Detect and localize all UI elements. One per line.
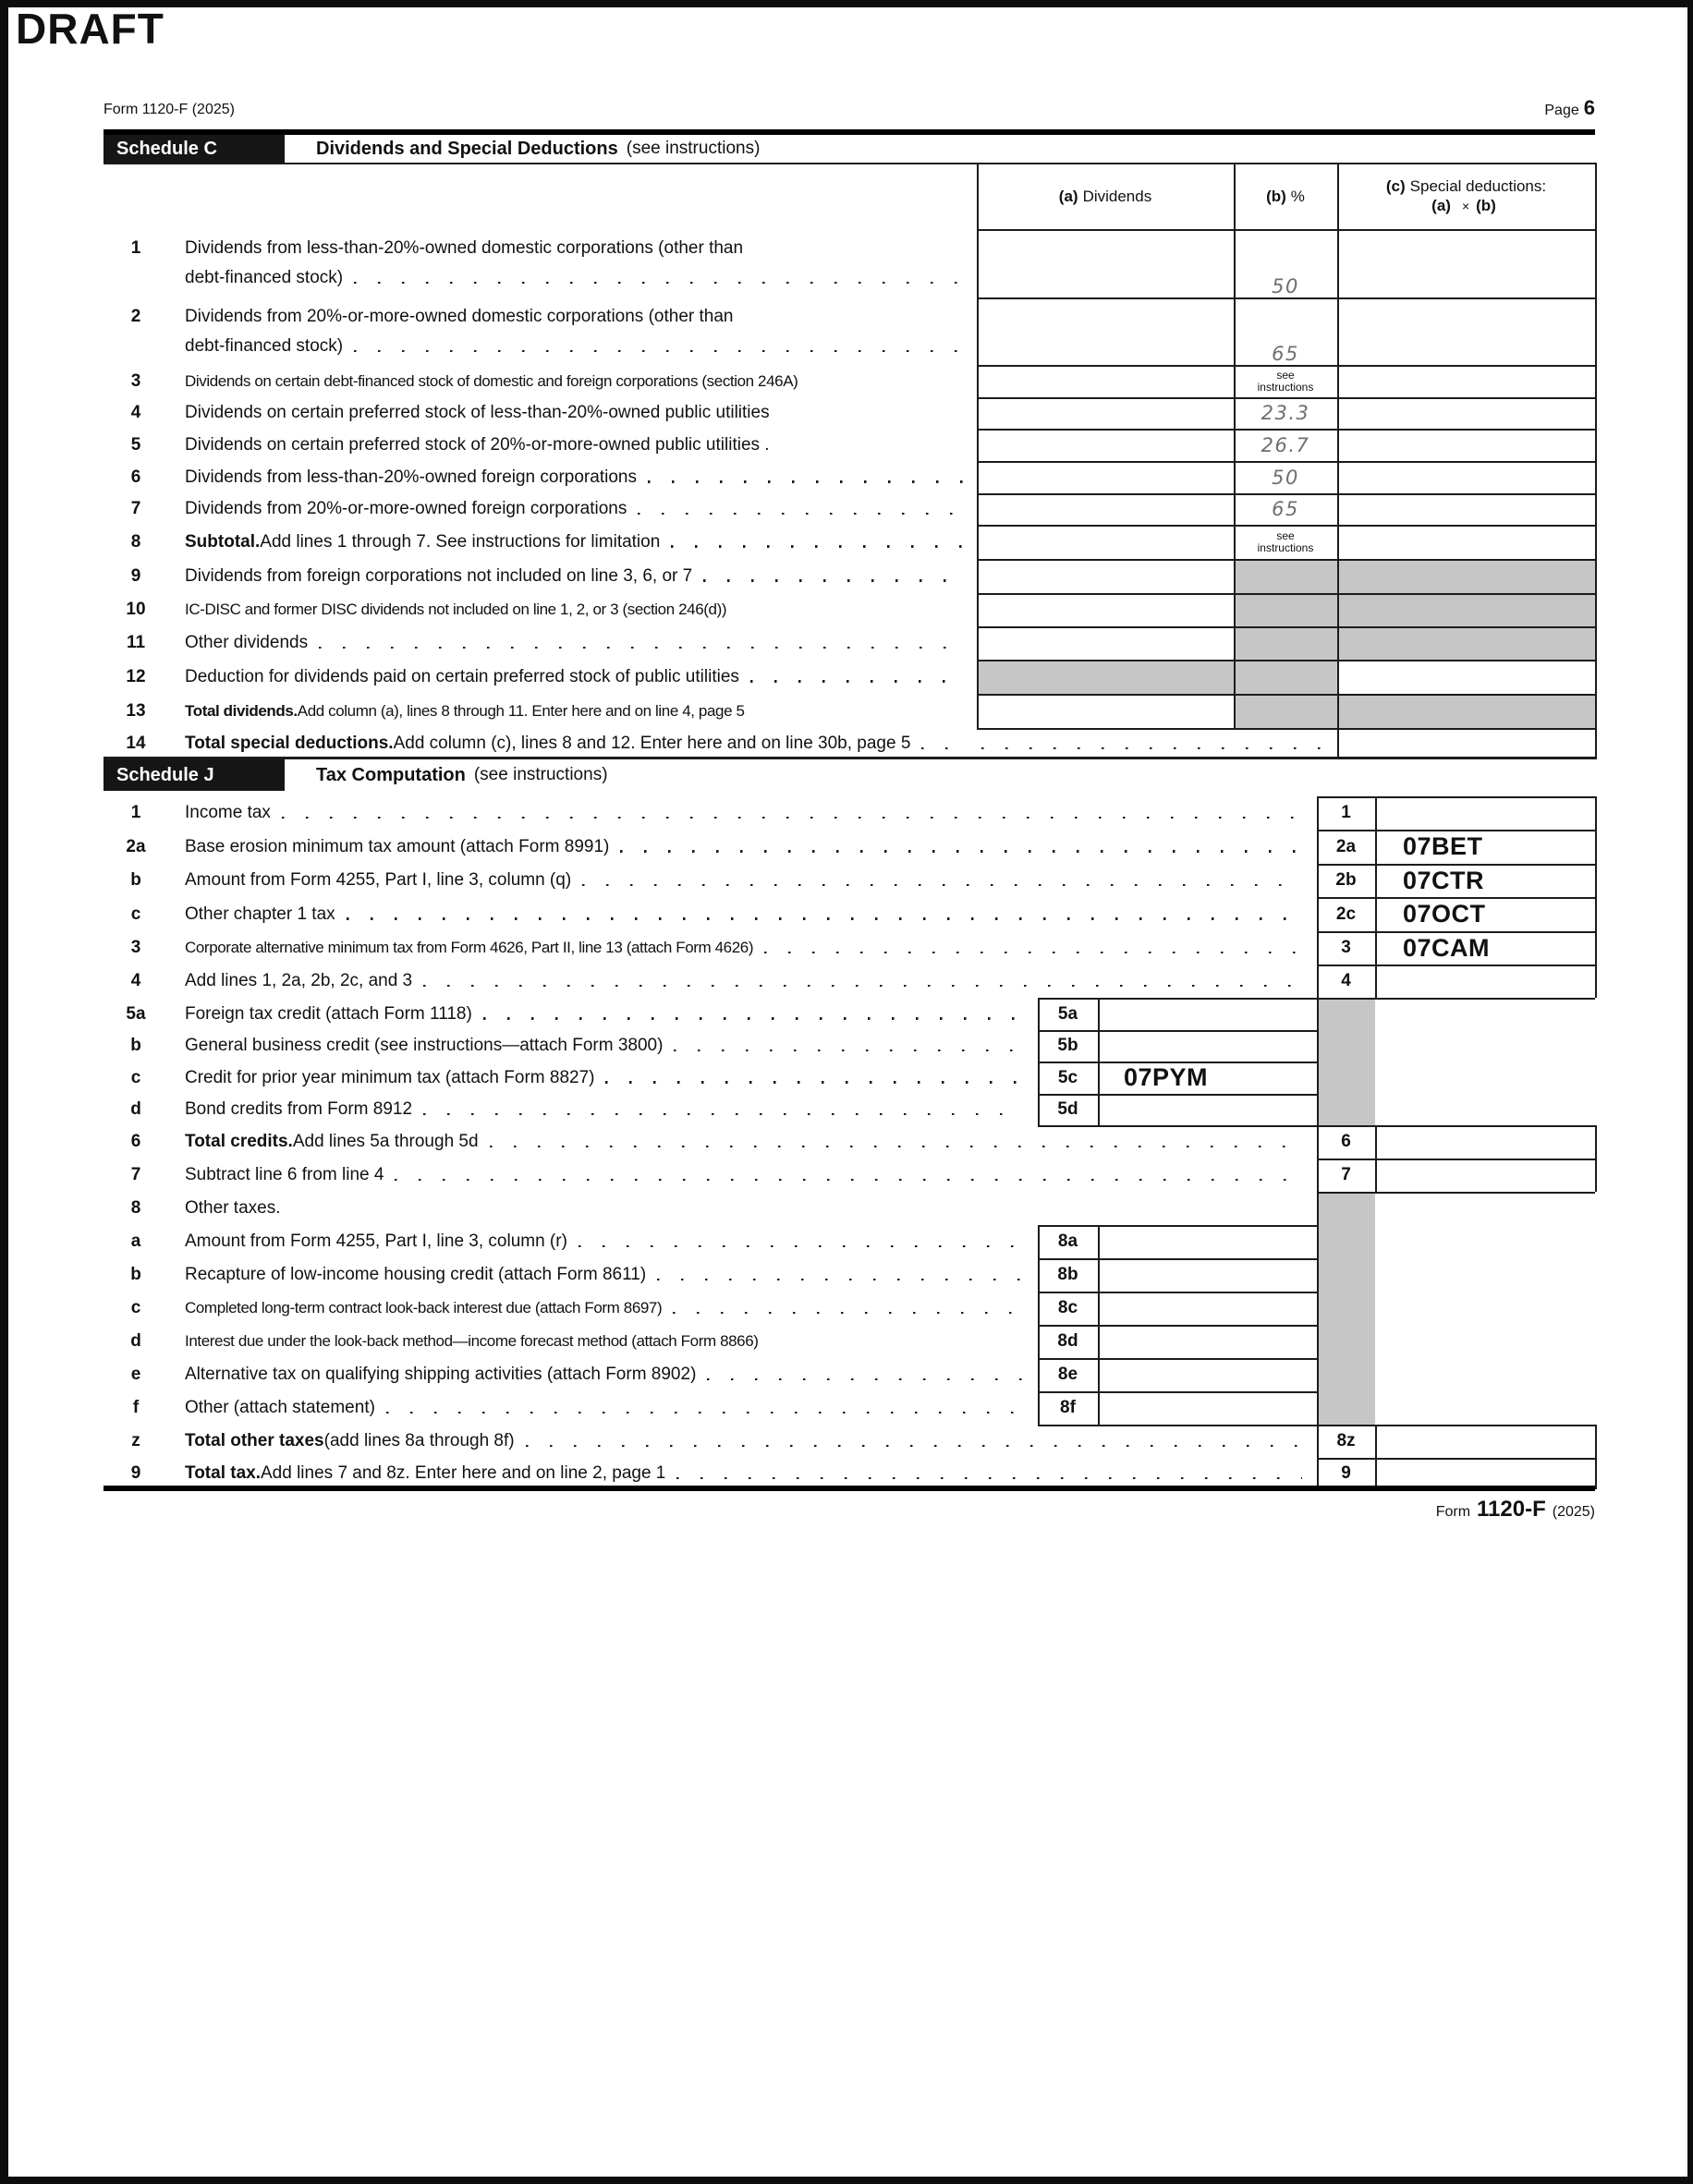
col-c-formula-b: (b) (1476, 196, 1496, 214)
schedule-j-bar-label: Schedule J (116, 764, 214, 785)
sj-line-8z-box-number: 8z (1336, 1431, 1356, 1450)
sj-line-8b-amount-entry[interactable] (1098, 1258, 1343, 1292)
sj-line-6-label (185, 1125, 1308, 1159)
sc-line-4-col-c-entry[interactable] (1337, 397, 1595, 429)
sc-line-5-col-c-entry[interactable] (1337, 429, 1595, 461)
sc-line-5-col-a-entry[interactable] (977, 429, 1234, 461)
sc-line-1-label (185, 234, 970, 263)
page-number (1294, 96, 1595, 120)
sc-line-4-label (185, 397, 970, 429)
dot-leader (673, 1312, 1023, 1315)
sj-line-6-number: 6 (130, 1132, 141, 1151)
sc-line-1-label-line1: Dividends from less-than-20%-owned domestic corporations (other than (185, 238, 744, 258)
sj-line-8e-number: e (130, 1365, 141, 1384)
sj-line-8b-label-text: Recapture of low-income housing credit (attach Form 8611) (185, 1265, 647, 1284)
dot-leader (676, 1477, 1302, 1480)
sc-line-12-label (185, 660, 970, 694)
sj-line-9-amount-entry[interactable] (1375, 1458, 1623, 1489)
sj-line-5a-amount-entry[interactable] (1098, 998, 1343, 1030)
sj-line-9-box-number: 9 (1341, 1463, 1351, 1483)
sc-line-8-label-text: Add lines 1 through 7. See instructions for limitation (260, 531, 661, 552)
sj-line-4-label-text: Add lines 1, 2a, 2b, 2c, and 3 (185, 971, 413, 990)
sj-line-2c-amount-entry[interactable] (1375, 897, 1623, 931)
footer-form-year: (2025) (1552, 1504, 1595, 1520)
sc-line-9-col-a-entry[interactable] (977, 559, 1234, 593)
sj-line-1-number: 1 (130, 803, 141, 822)
dot-leader (648, 480, 965, 483)
schedule-c-bar-label: Schedule C (116, 138, 217, 159)
sj-line-2b-amount-code: 07CTR (1403, 866, 1485, 894)
sc-line-14-label-text: Add column (c), lines 8 and 12. Enter here and on line 30b, page 5 (393, 734, 911, 753)
sj-line-7-label (185, 1159, 1308, 1192)
sj-line-8z-label-text: (add lines 8a through 8f) (323, 1431, 515, 1450)
dot-leader (423, 985, 1302, 988)
sc-line-8-col-a-entry[interactable] (977, 525, 1234, 559)
sc-line-5-percent (1234, 429, 1337, 461)
page-border-right (1687, 0, 1693, 2184)
sc-line-11-label-text: Other dividends (185, 633, 309, 652)
dot-leader (490, 1146, 1302, 1148)
sj-line-8f-amount-entry[interactable] (1098, 1391, 1343, 1425)
schedule-c-subtitle: (see instructions) (626, 139, 761, 158)
sj-line-5b-number: b (130, 1036, 141, 1055)
sc-line-10-number: 10 (126, 600, 146, 619)
sc-line-6-number: 6 (130, 467, 141, 487)
sc-line-9-number: 9 (130, 565, 141, 586)
sc-line-2-col-a-entry[interactable] (977, 297, 1234, 365)
sc-line-11-number: 11 (126, 633, 146, 652)
sc-line-7-col-c-entry[interactable] (1337, 493, 1595, 525)
sj-line-8e-label-text: Alternative tax on qualifying shipping activities (attach Form 8902) (185, 1365, 697, 1384)
col-c-label: Special deductions: (1409, 176, 1547, 195)
sj-line-1-label-text: Income tax (185, 803, 271, 822)
sc-line-3-label (185, 365, 970, 397)
sj-line-2a-label (185, 830, 1308, 864)
sc-line-2-number: 2 (130, 307, 141, 326)
dot-leader (921, 747, 965, 750)
sj-line-8f-box-number: 8f (1060, 1398, 1076, 1417)
sj-line-9-number: 9 (130, 1463, 141, 1483)
col-c-formula-a: (a) (1431, 196, 1451, 214)
sj-line-2c-label (185, 897, 1308, 931)
sj-line-4-box-number: 4 (1341, 971, 1351, 990)
col-a-label: Dividends (1082, 187, 1152, 205)
sj-line-8c-amount-entry[interactable] (1098, 1292, 1343, 1325)
sj-line-5a-number: 5a (126, 1003, 146, 1024)
dot-leader (423, 1113, 1023, 1116)
dot-leader (354, 350, 965, 353)
dot-leader (674, 1050, 1023, 1052)
sc-line-10-label (185, 593, 970, 626)
dot-leader (638, 513, 965, 516)
sj-line-8d-label (185, 1325, 1029, 1358)
sc-line-11-col-a-entry[interactable] (977, 626, 1234, 660)
sj-line-6-box-number: 6 (1341, 1132, 1351, 1151)
sc-line-4-percent-value: 23.3 (1261, 402, 1310, 424)
sj-line-2b-label (185, 864, 1308, 897)
sj-line-2b-box-number: 2b (1335, 870, 1357, 890)
sj-line-7-number: 7 (130, 1165, 141, 1184)
sj-line-3-amount-entry[interactable] (1375, 931, 1623, 965)
sj-line-8b-number: b (130, 1265, 141, 1284)
sc-line-1-col-a-entry[interactable] (977, 229, 1234, 297)
sj-line-8z-amount-entry[interactable] (1375, 1425, 1623, 1458)
sc-line-3-percent (1234, 365, 1337, 397)
sc-line-10-col-a-entry[interactable] (977, 593, 1234, 626)
form-id-header: Form 1120-F (2025) (104, 102, 235, 117)
sj-line-5a-label-text: Foreign tax credit (attach Form 1118) (185, 1003, 472, 1024)
sj-line-8a-amount-entry[interactable] (1098, 1225, 1343, 1258)
sc-line-1-label-line2: debt-financed stock) (185, 268, 344, 287)
dot-leader (347, 917, 1302, 920)
sc-line-8-col-c-entry[interactable] (1337, 525, 1595, 559)
sj-line-4-label (185, 965, 1308, 998)
sj-line-2c-number: c (130, 904, 141, 924)
sj-line-6-label-text: Add lines 5a through 5d (292, 1132, 479, 1151)
dot-leader (526, 1445, 1302, 1448)
sj-line-8e-label (185, 1358, 1029, 1391)
sc-line-5-label (185, 429, 970, 461)
sj-line-8c-label-text: Completed long-term contract look-back interest due (attach Form 8697) (185, 1299, 663, 1316)
sj-line-8-label-text: Other taxes. (185, 1198, 281, 1218)
sj-line-5d-label-text: Bond credits from Form 8912 (185, 1099, 413, 1119)
sj-line-8b-box-number: 8b (1057, 1265, 1078, 1284)
sj-line-7-label-text: Subtract line 6 from line 4 (185, 1165, 384, 1184)
sj-line-2a-amount-entry[interactable] (1375, 830, 1623, 864)
sc-line-14-leader-ext (970, 728, 1328, 759)
col-a-tag: (a) (1058, 187, 1078, 205)
sc-line-13-label-bold: Total dividends. (185, 701, 298, 720)
sj-line-5b-box-number: 5b (1057, 1036, 1078, 1055)
sj-line-5c-number: c (130, 1067, 141, 1087)
sj-line-5d-label (185, 1094, 1029, 1125)
sj-line-2b-number: b (130, 870, 141, 890)
draft-watermark: DRAFT (16, 5, 164, 53)
sc-line-6-col-c-entry[interactable] (1337, 461, 1595, 493)
dot-leader (703, 579, 965, 582)
dot-leader (620, 850, 1302, 853)
dot-leader (579, 1245, 1023, 1248)
sc-line-7-percent-value: 65 (1272, 498, 1299, 520)
sc-line-7-percent (1234, 493, 1337, 525)
sj-line-8f-label-text: Other (attach statement) (185, 1398, 375, 1417)
sj-line-9-label-bold: Total tax. (185, 1463, 261, 1483)
sj-line-6-label-bold: Total credits. (185, 1132, 293, 1151)
sj-line-4-amount-entry[interactable] (1375, 965, 1623, 998)
sc-line-2-label (185, 302, 970, 332)
sj-line-8-label (185, 1192, 1308, 1225)
sc-line-8-label-bold: Subtotal. (185, 531, 261, 552)
dot-leader (657, 1279, 1023, 1281)
sj-line-8c-label (185, 1292, 1029, 1325)
sc-line-14-label (185, 728, 970, 759)
dot-leader (282, 817, 1302, 819)
sj-line-8z-label-bold: Total other taxes (185, 1431, 324, 1450)
sj-line-5d-amount-entry[interactable] (1098, 1094, 1343, 1125)
sc-line-1-percent (1234, 229, 1337, 305)
sj-line-9-label-text: Add lines 7 and 8z. Enter here and on line 2, page 1 (261, 1463, 666, 1483)
sc-line-4-col-a-entry[interactable] (977, 397, 1234, 429)
footer-form-number: 1120-F (1477, 1497, 1546, 1522)
sj-line-8d-label-text: Interest due under the look-back method—income forecast method (attach Form 8866) (185, 1332, 759, 1350)
schedule-j-title (303, 759, 1320, 791)
sc-line-12-label-text: Deduction for dividends paid on certain preferred stock of public utilities (185, 666, 739, 686)
schedule-j-title-text: Tax Computation (316, 764, 466, 785)
sc-line-9-label-text: Dividends from foreign corporations not included on line 3, 6, or 7 (185, 565, 693, 586)
sc-line-6-percent (1234, 461, 1337, 493)
sc-line-1-percent-value: 50 (1272, 275, 1299, 297)
sj-line-4-number: 4 (130, 971, 141, 990)
sj-line-3-box-number: 3 (1341, 938, 1351, 957)
schedule-c-bar (104, 135, 285, 163)
sc-line-3-label-text: Dividends on certain debt-financed stock of domestic and foreign corporations (section 246A) (185, 371, 798, 390)
sc-line-2-label-line1: Dividends from 20%-or-more-owned domestic corporations (other than (185, 307, 734, 326)
col-header-c (1337, 163, 1595, 229)
sc-line-1-number: 1 (130, 238, 141, 258)
sc-line-5-label-text: Dividends on certain preferred stock of 20%-or-more-owned public utilities . (185, 434, 770, 455)
sj-line-5c-box-number: 5c (1057, 1067, 1078, 1087)
footer-form-id (1017, 1497, 1595, 1523)
sc-line-13-label (185, 694, 970, 728)
sj-line-6-amount-entry[interactable] (1375, 1125, 1623, 1159)
schedule-c-title (303, 135, 1320, 163)
sj-line-9-label (185, 1458, 1308, 1489)
dot-leader (582, 884, 1302, 887)
sj-line-5c-amount-code: 07PYM (1124, 1063, 1209, 1091)
sc-line-4-number: 4 (130, 403, 141, 422)
sj-line-8b-label (185, 1258, 1029, 1292)
sj-line-8f-label (185, 1391, 1029, 1425)
dot-leader (764, 952, 1302, 954)
sj-line-5a-box-number: 5a (1057, 1003, 1078, 1024)
sj-line-1-label (185, 796, 1308, 830)
sj-line-8z-label (185, 1425, 1308, 1458)
sj-line-5d-number: d (130, 1099, 141, 1119)
sc-line-8-percent (1234, 525, 1337, 559)
page-number-value: 6 (1583, 96, 1595, 119)
dot-leader (386, 1412, 1023, 1414)
sc-line-14-label-bold: Total special deductions. (185, 734, 394, 753)
sj-line-5b-label-text: General business credit (see instructions—attach Form 3800) (185, 1036, 664, 1055)
dot-leader (750, 680, 965, 683)
dot-leader (354, 282, 965, 285)
sj-line-5c-label (185, 1062, 1029, 1094)
sj-line-8e-box-number: 8e (1057, 1365, 1078, 1384)
dot-leader (605, 1081, 1023, 1084)
sj-line-3-label-text: Corporate alternative minimum tax from Form 4626, Part II, line 13 (attach Form 4626) (185, 939, 754, 956)
col-c-tag: (c) (1385, 176, 1406, 195)
sj-line-5b-amount-entry[interactable] (1098, 1030, 1343, 1062)
sc-line-14-number: 14 (126, 734, 146, 753)
sj-line-8d-number: d (130, 1331, 141, 1351)
sj-line-7-box-number: 7 (1341, 1165, 1351, 1184)
sj-line-8-number: 8 (130, 1198, 141, 1218)
sj-line-2b-amount-entry[interactable] (1375, 864, 1623, 897)
sj-line-2c-amount-code: 07OCT (1403, 900, 1486, 928)
sc-line-7-label-text: Dividends from 20%-or-more-owned foreign corporations (185, 499, 627, 518)
sc-line-8-number: 8 (130, 531, 141, 552)
sc-line-7-col-a-entry[interactable] (977, 493, 1234, 525)
sj-line-5c-label-text: Credit for prior year minimum tax (attach Form 8827) (185, 1067, 595, 1087)
sc-line-3-col-a-entry[interactable] (977, 365, 1234, 397)
sc-line-14-col-c-entry[interactable] (1337, 728, 1595, 759)
sj-line-3-amount-code: 07CAM (1403, 933, 1491, 962)
schedule-c-title-text: Dividends and Special Deductions (316, 138, 618, 159)
sc-line-3-percent-value: see instructions (1257, 368, 1314, 394)
sj-line-2a-number: 2a (126, 836, 146, 856)
col-b-tag: (b) (1266, 187, 1286, 205)
sj-line-3-number: 3 (130, 938, 141, 957)
dot-leader (981, 747, 1322, 750)
sj-line-8a-label-text: Amount from Form 4255, Part I, line 3, column (r) (185, 1232, 567, 1251)
sc-line-11-label (185, 626, 970, 660)
sc-line-2-percent (1234, 297, 1337, 372)
sj-line-1-box-number: 1 (1341, 803, 1351, 822)
sc-line-12-col-c-entry[interactable] (1337, 660, 1595, 694)
page-border-left (0, 0, 8, 2184)
sc-line-2-col-c-entry[interactable] (1337, 297, 1595, 365)
sj-line-8d-box-number: 8d (1057, 1331, 1078, 1351)
sj-line-5c-amount-entry[interactable] (1098, 1062, 1343, 1094)
sc-line-3-number: 3 (130, 370, 141, 391)
sj-line-5d-box-number: 5d (1057, 1099, 1078, 1119)
sc-line-2-label-line2: debt-financed stock) (185, 336, 344, 356)
sc-line-10-label-text: IC-DISC and former DISC dividends not included on line 1, 2, or 3 (section 246(d)) (185, 601, 727, 618)
sj-line-2a-amount-code: 07BET (1403, 832, 1483, 860)
sc-line-6-label (185, 461, 970, 493)
sj-line-8a-number: a (130, 1232, 141, 1251)
sc-line-6-percent-value: 50 (1272, 466, 1299, 489)
page-border-top (0, 0, 1693, 7)
sj-line-2a-box-number: 2a (1335, 836, 1357, 856)
sc-line-5-percent-value: 26.7 (1261, 433, 1310, 456)
dot-leader (395, 1179, 1302, 1182)
dot-leader (707, 1378, 1023, 1381)
sj-line-8c-number: c (130, 1298, 141, 1317)
sj-line-8e-amount-entry[interactable] (1098, 1358, 1343, 1391)
sc-line-13-number: 13 (126, 700, 146, 721)
sc-line-12-number: 12 (126, 666, 146, 686)
sc-line-5-number: 5 (130, 434, 141, 455)
sc-line-8-label (185, 525, 970, 559)
sc-line-13-label-text: Add column (a), lines 8 through 11. Enter here and on line 4, page 5 (297, 701, 745, 720)
sc-line-9-label (185, 559, 970, 593)
sj-line-8f-number: f (132, 1398, 140, 1417)
sc-line-7-label (185, 493, 970, 525)
sj-line-2a-label-text: Base erosion minimum tax amount (attach Form 8991) (185, 836, 610, 856)
page-border-bottom (0, 2177, 1693, 2184)
footer-form-label: Form (1435, 1504, 1471, 1520)
sj-line-5b-label (185, 1030, 1029, 1062)
dot-leader (671, 545, 965, 548)
col-header-a (977, 163, 1234, 229)
bottom-rule (104, 1486, 1595, 1491)
sc-line-1-col-c-entry[interactable] (1337, 229, 1595, 297)
sj-line-8a-box-number: 8a (1057, 1232, 1078, 1251)
page-label: Page (1544, 103, 1579, 118)
sj-line-2c-label-text: Other chapter 1 tax (185, 904, 335, 924)
sc-line-8-percent-value: see instructions (1257, 528, 1314, 554)
dot-leader (483, 1017, 1023, 1020)
sc-line-2-percent-value: 65 (1272, 343, 1299, 365)
sc-line-13-col-a-entry[interactable] (977, 694, 1234, 728)
multiply-sign: × (1461, 198, 1470, 213)
dot-leader (319, 647, 965, 649)
sj-line-5a-label (185, 998, 1029, 1030)
schedule-j-bar (104, 759, 285, 791)
sj-line-8c-box-number: 8c (1057, 1298, 1078, 1317)
col-b-label: % (1290, 187, 1305, 205)
sc-line-4-percent (1234, 397, 1337, 429)
sj-line-8a-label (185, 1225, 1029, 1258)
sj-line-8d-amount-entry[interactable] (1098, 1325, 1343, 1358)
schedule-j-subtitle: (see instructions) (473, 765, 608, 784)
sj-line-2b-label-text: Amount from Form 4255, Part I, line 3, column (q) (185, 870, 572, 890)
sc-line-1-label-cont (185, 263, 970, 293)
sj-line-2c-box-number: 2c (1335, 904, 1357, 924)
col-header-b (1234, 163, 1337, 229)
sc-line-6-label-text: Dividends from less-than-20%-owned foreign corporations (185, 467, 637, 487)
sc-line-6-col-a-entry[interactable] (977, 461, 1234, 493)
sc-line-3-col-c-entry[interactable] (1337, 365, 1595, 397)
sj-line-3-label (185, 931, 1308, 965)
sc-line-4-label-text: Dividends on certain preferred stock of less-than-20%-owned public utilities (185, 403, 770, 422)
sc-line-2-label-cont (185, 332, 970, 361)
sj-line-8z-number: z (131, 1431, 140, 1450)
sj-line-1-amount-entry[interactable] (1375, 796, 1623, 830)
sj-line-7-amount-entry[interactable] (1375, 1159, 1623, 1192)
sc-line-7-number: 7 (130, 499, 141, 518)
